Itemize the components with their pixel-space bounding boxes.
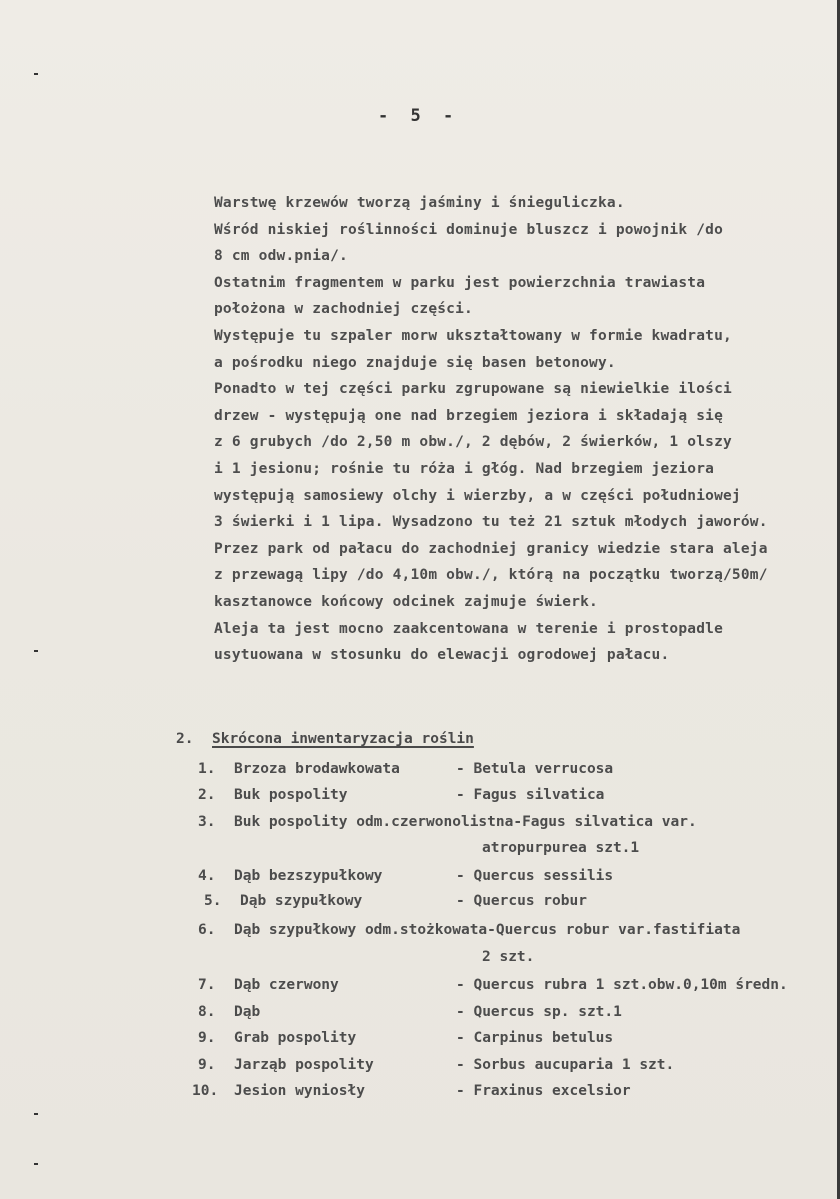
- species-number: 9.: [198, 1057, 216, 1073]
- species-number: 2.: [198, 787, 216, 803]
- paragraph-line: Przez park od pałacu do zachodniej granicy wiedzie stara aleja: [214, 540, 768, 557]
- paragraph-line: Aleja ta jest mocno zaakcentowana w terenie i prostopadle: [214, 620, 723, 637]
- species-number: 9.: [198, 1030, 216, 1046]
- species-polish-name: Dąb czerwony: [234, 977, 339, 993]
- species-number: 5.: [204, 893, 222, 909]
- species-number: 3.: [198, 814, 216, 830]
- species-number: 6.: [198, 922, 216, 938]
- paragraph-line: położona w zachodniej części.: [214, 301, 473, 318]
- section-number: 2.: [176, 731, 194, 747]
- species-row: [192, 1083, 365, 1099]
- paragraph-line: Występuje tu szpaler morw ukształtowany w formie kwadratu,: [214, 327, 732, 344]
- species-row: [198, 1004, 260, 1020]
- species-polish-name: Dąb bezszypułkowy: [234, 868, 383, 884]
- paragraph-line: a pośrodku niego znajduje się basen betonowy.: [214, 354, 616, 371]
- paragraph-line: 3 świerki i 1 lipa. Wysadzono tu też 21 sztuk młodych jaworów.: [214, 514, 768, 531]
- species-polish-name: Buk pospolity odm.czerwonolistna-Fagus silvatica var.: [234, 814, 697, 830]
- species-number: 8.: [198, 1004, 216, 1020]
- species-row: [198, 1057, 374, 1073]
- paragraph-line: z przewagą lipy /do 4,10m obw./, którą na początku tworzą/50m/: [214, 567, 768, 584]
- species-polish-name: Grab pospolity: [234, 1030, 357, 1046]
- species-latin-name: - Quercus sp. szt.1: [456, 1004, 622, 1020]
- species-number: 7.: [198, 977, 216, 993]
- species-latin-name: - Quercus sessilis: [456, 868, 614, 884]
- species-latin-name: - Quercus rubra 1 szt.obw.0,10m średn.: [456, 977, 788, 993]
- margin-mark: [34, 650, 38, 652]
- species-latin-name: - Fraxinus excelsior: [456, 1083, 631, 1099]
- species-number: 1.: [198, 761, 216, 777]
- species-continuation: 2 szt.: [482, 949, 535, 965]
- species-row: [198, 787, 348, 803]
- species-latin-name: - Betula verrucosa: [456, 761, 614, 777]
- paragraph-line: drzew - występują one nad brzegiem jeziora i składają się: [214, 407, 723, 424]
- species-polish-name: Jarząb pospolity: [234, 1057, 374, 1073]
- margin-mark: [34, 73, 38, 75]
- species-row: [198, 868, 382, 884]
- body-paragraph: [214, 190, 824, 669]
- species-latin-name: - Fagus silvatica: [456, 787, 605, 803]
- margin-mark: [34, 1113, 38, 1115]
- paragraph-line: Wśród niskiej roślinności dominuje bluszcz i powojnik /do: [214, 221, 723, 238]
- species-row: [198, 814, 697, 830]
- species-latin-name: - Quercus robur: [456, 893, 587, 909]
- species-polish-name: Jesion wyniosły: [234, 1083, 365, 1099]
- species-row: [198, 1030, 356, 1046]
- paragraph-line: Warstwę krzewów tworzą jaśminy i śnieguliczka.: [214, 195, 625, 211]
- species-polish-name: Buk pospolity: [234, 787, 348, 803]
- paragraph-line: Ostatnim fragmentem w parku jest powierzchnia trawiasta: [214, 274, 706, 291]
- section-heading: [176, 731, 474, 747]
- margin-mark: [34, 1163, 38, 1165]
- paragraph-line: i 1 jesionu; rośnie tu róża i głóg. Nad brzegiem jeziora: [214, 460, 715, 477]
- species-row: [198, 922, 740, 938]
- species-polish-name: Brzoza brodawkowata: [234, 761, 400, 777]
- paragraph-line: 8 cm odw.pnia/.: [214, 248, 348, 265]
- paragraph-line: Ponadto w tej części parku zgrupowane są niewielkie ilości: [214, 381, 732, 398]
- species-latin-name: - Carpinus betulus: [456, 1030, 614, 1046]
- species-number: 4.: [198, 868, 216, 884]
- species-number: 10.: [192, 1083, 219, 1099]
- species-row: [204, 893, 362, 909]
- section-title: Skrócona inwentaryzacja roślin: [212, 731, 474, 747]
- species-latin-name: - Sorbus aucuparia 1 szt.: [456, 1057, 675, 1073]
- paragraph-line: kasztanowce końcowy odcinek zajmuje świerk.: [214, 593, 598, 610]
- paragraph-line: usytuowana w stosunku do elewacji ogrodowej pałacu.: [214, 647, 670, 664]
- species-polish-name: Dąb szypułkowy: [240, 893, 363, 909]
- species-row: [198, 761, 400, 777]
- species-row: [198, 977, 339, 993]
- paragraph-line: z 6 grubych /do 2,50 m obw./, 2 dębów, 2 świerków, 1 olszy: [214, 434, 732, 451]
- page-number: - 5 -: [378, 106, 460, 126]
- species-continuation: atropurpurea szt.1: [482, 840, 640, 856]
- species-polish-name: Dąb: [234, 1004, 261, 1020]
- paragraph-line: występują samosiewy olchy i wierzby, a w części południowej: [214, 487, 741, 504]
- species-polish-name: Dąb szypułkowy odm.stożkowata-Quercus robur var.fastifiata: [234, 922, 741, 938]
